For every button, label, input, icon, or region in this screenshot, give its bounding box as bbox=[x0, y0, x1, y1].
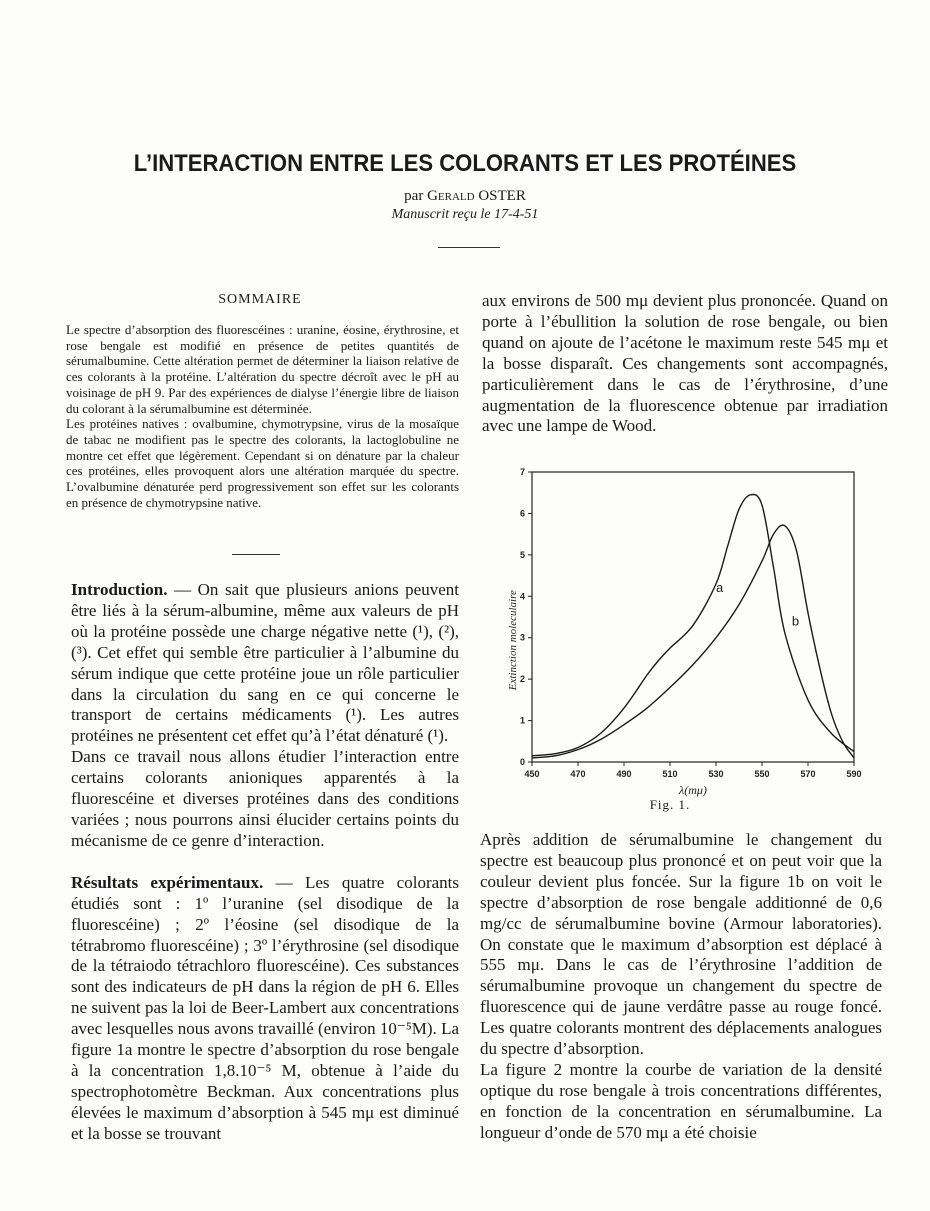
continued-paragraph: aux environs de 500 mμ devient plus prononcée. Quand on porte à l’ébullition la solution de rose bengale, ou bien quand on ajoute de l’acétone le maximum reste 545 mμ et la bosse disparaît. Ces changements sont accompagnés, particulièrement dans le cas de l’érythrosine, d’une augmentation de la fluorescence obtenue par irradiation avec une lampe de Wood. bbox=[482, 291, 888, 436]
x-tick-label: 450 bbox=[524, 769, 540, 779]
figure-1 bbox=[502, 462, 872, 812]
intro-text: — On sait que plusieurs anions peuvent être liés à la sérum-albumine, même aux valeurs de pH où la protéine possède une charge négative nette (¹), (²), (³). Cet effet qui semble être particulier à l’albumine du sérum indique que cette protéine joue un rôle particulier dans la circulation du sang en ce qui concerne le transport de certains médicaments (¹). Les autres protéines ne présentent cet effet qu’à l’état dénaturé (¹). bbox=[71, 580, 459, 746]
article-title: L’INTERACTION ENTRE LES COLORANTS ET LES PROTÉINES bbox=[133, 150, 797, 177]
title-divider bbox=[438, 247, 500, 248]
results-heading: Résultats expérimentaux. bbox=[71, 872, 264, 892]
albumin-paragraph: Après addition de sérumalbumine le changement du spectre est beaucoup plus prononcé et on peut voir que la couleur devient plus foncée. Sur la figure 1b on voit le spectre d’absorption de rose bengale additionné de 0,6 mg/cc de sérumalbumine bovine (Armour laboratories). On constate que le maximum d’absorption est déplacé à 555 mμ. Dans le cas de l’érythrosine l’addition de sérumalbumine provoque un changement du spectre de fluorescence qui de jaune verdâtre passe au rouge foncé. Les quatre colorants montrent des déplacements analogues du spectre d’absorption. bbox=[480, 830, 882, 1059]
x-tick-label: 490 bbox=[616, 769, 632, 779]
sommaire-paragraph-1: Le spectre d’absorption des fluorescéines : uranine, éosine, érythrosine, et rose bengale est modifié en présence de petites quantités de sérumalbumine. Cette altération permet de déterminer la liaison relative de ces colorants à la protéine. L’altération du spectre décroît avec le pH au voisinage de pH 9. Par des expériences de dialyse l’énergie libre de liaison du colorant à la sérumalbumine est déterminée. bbox=[66, 322, 459, 416]
right-column-bottom bbox=[480, 830, 882, 1144]
y-axis-label: Extinction moleculaire bbox=[507, 590, 519, 691]
byline bbox=[0, 188, 930, 205]
results-paragraph bbox=[71, 873, 459, 1145]
sommaire-heading: SOMMAIRE bbox=[218, 292, 302, 307]
intro-paragraph bbox=[71, 580, 459, 747]
author-first-name: Gerald bbox=[427, 188, 475, 204]
series-label-b: b bbox=[791, 613, 800, 629]
left-column bbox=[71, 580, 459, 1145]
figure-caption: Fig. 1. bbox=[649, 797, 691, 812]
series-line-b bbox=[532, 525, 854, 758]
plot-frame bbox=[532, 472, 854, 762]
x-tick-label: 550 bbox=[754, 769, 770, 779]
x-tick-label: 570 bbox=[800, 769, 816, 779]
series-label-a: a bbox=[716, 580, 724, 596]
results-text: — Les quatre colorants étudiés sont : 1º l’uranine (sel disodique de la fluorescéine) ; 2º l’éosine (sel disodique de la tétrabromo fluorescéine) ; 3º l’érythrosine (sel disodique de la tétraiodo tétrachloro fluorescéine). Ces substances sont des indicateurs de pH dans la région de pH 6. Elles ne suivent pas la loi de Beer-Lambert aux concentrations avec lesquelles nous avons travaillé (environ 10⁻⁵M). La figure 1a montre le spectre d’absorption du rose bengale à la concentration 1,8.10⁻⁵ M, obtenue à l’aide du spectrophotomètre Beckman. Aux concentrations plus élevées le maximum d’absorption à 545 mμ est diminué et la bosse se trouvant bbox=[71, 872, 459, 1143]
sommaire-paragraph-2: Les protéines natives : ovalbumine, chymotrypsine, virus de la mosaïque de tabac ne modifient pas le spectre des colorants, la lactoglobuline ne montre cet effet que légèrement. Cependant si on dénature par la chaleur ces protéines, elles provoquent alors une altération marquée du spectre. L’ovalbumine dénaturée perd progressivement son effet sur les colorants en présence de chymotrypsine native. bbox=[66, 416, 459, 510]
intro-heading: Introduction. bbox=[71, 580, 168, 599]
sommaire-abstract bbox=[66, 322, 459, 510]
intro-paragraph-2: Dans ce travail nous allons étudier l’interaction entre certains colorants anioniques apparentés à la fluorescéine et diverses protéines dans des conditions variées ; nous pourrons ainsi élucider certains points du mécanisme de ce genre d’interaction. bbox=[71, 747, 459, 850]
figure-2-paragraph: La figure 2 montre la courbe de variation de la densité optique du rose bengale à trois concentrations différentes, en fonction de la concentration en sérumalbumine. La longueur d’onde de 570 mμ a été choisie bbox=[480, 1059, 882, 1142]
y-tick-label: 4 bbox=[519, 591, 525, 602]
y-tick-label: 7 bbox=[519, 467, 525, 477]
right-column-top bbox=[482, 291, 888, 437]
y-tick-label: 3 bbox=[519, 632, 525, 643]
section-gap bbox=[71, 852, 459, 873]
series-line-a bbox=[532, 494, 854, 755]
y-tick-label: 1 bbox=[519, 715, 525, 726]
received-date: Manuscrit reçu le 17-4-51 bbox=[391, 207, 539, 222]
by-prefix: par bbox=[404, 188, 424, 204]
absorption-chart bbox=[502, 462, 872, 812]
author-last-name: OSTER bbox=[478, 188, 526, 204]
x-axis-label: λ(mμ) bbox=[679, 783, 707, 797]
y-tick-label: 6 bbox=[519, 508, 525, 519]
y-tick-label: 0 bbox=[519, 757, 525, 767]
y-tick-label: 5 bbox=[519, 549, 525, 560]
x-tick-label: 590 bbox=[846, 769, 862, 779]
x-tick-label: 470 bbox=[570, 769, 586, 779]
sommaire-divider bbox=[232, 554, 280, 555]
y-tick-label: 2 bbox=[519, 674, 525, 685]
x-tick-label: 530 bbox=[708, 769, 724, 779]
x-tick-label: 510 bbox=[662, 769, 678, 779]
